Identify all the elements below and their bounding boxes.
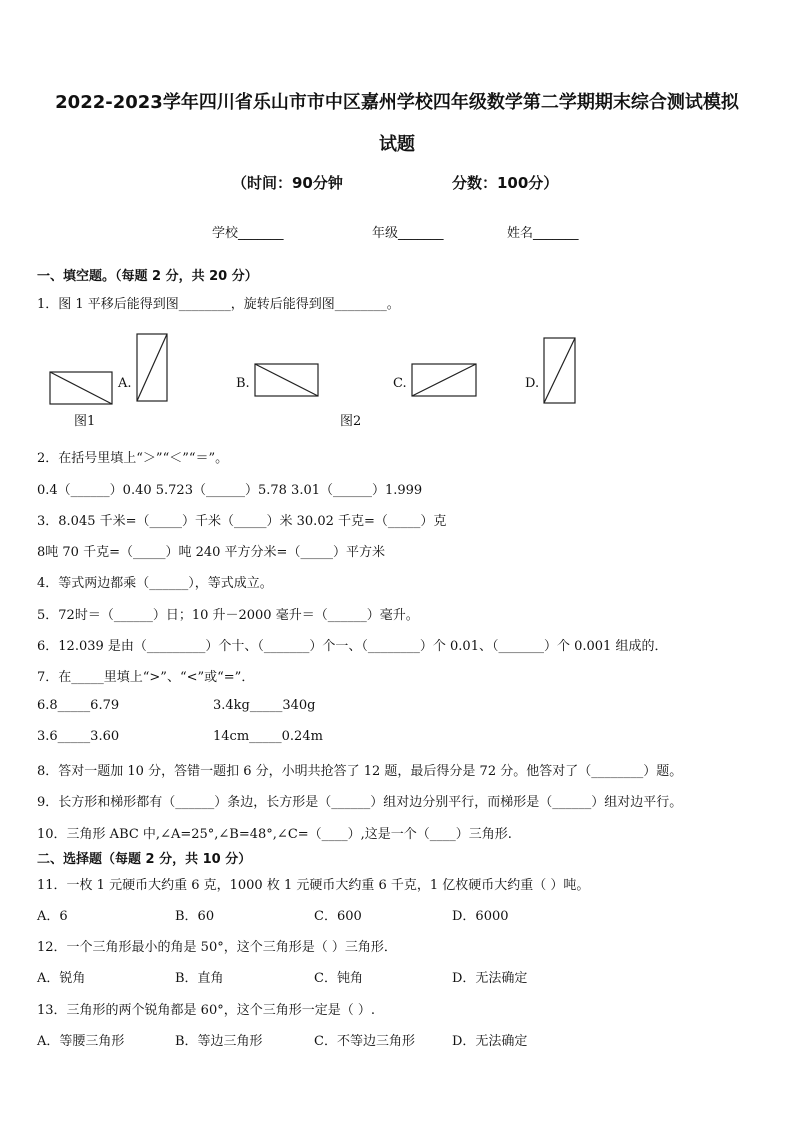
fig-caption-2: 图2 bbox=[340, 414, 362, 429]
question-2-items: 0.4（______）0.40 5.723（______）5.78 3.01（______）1.999 bbox=[37, 483, 423, 498]
exam-title-line2: 试题 bbox=[379, 134, 415, 155]
q11-option-b: B．60 bbox=[175, 909, 215, 924]
grade-field: 年级_______ bbox=[372, 226, 444, 241]
q12-option-c: C．钝角 bbox=[314, 971, 363, 986]
question-7: 7．在_____里填上“>”、“<”或“=”． bbox=[37, 670, 255, 685]
question-12: 12．一个三角形最小的角是 50°，这个三角形是（ ）三角形． bbox=[37, 940, 397, 955]
fig-label-b: B. bbox=[236, 376, 250, 391]
section2-heading: 二、选择题（每题 2 分，共 10 分） bbox=[37, 852, 252, 867]
fig-label-c: C. bbox=[393, 376, 407, 391]
school-field: 学校_______ bbox=[212, 226, 284, 241]
fig-caption-1: 图1 bbox=[74, 414, 96, 429]
q11-option-a: A．6 bbox=[37, 909, 68, 924]
question-13: 13．三角形的两个锐角都是 60°，这个三角形一定是（ ）. bbox=[37, 1003, 375, 1018]
name-field: 姓名_______ bbox=[507, 226, 579, 241]
question-11: 11．一枚 1 元硬币大约重 6 克，1000 枚 1 元硬币大约重 6 千克，1 亿枚硬币大约重（ ）吨。 bbox=[37, 878, 590, 893]
question-7-row1-left: 6.8_____6.79 bbox=[37, 698, 120, 713]
figure1-rectangle bbox=[50, 372, 112, 404]
time-limit: （时间：90分钟 bbox=[232, 174, 343, 192]
q12-option-b: B．直角 bbox=[175, 971, 224, 986]
fig-label-d: D. bbox=[525, 376, 540, 391]
q12-option-a: A．锐角 bbox=[37, 971, 86, 986]
option-a-rectangle bbox=[137, 334, 167, 401]
question-2: 2．在括号里填上“＞”“＜”“＝”。 bbox=[37, 451, 229, 466]
question-8: 8．答对一题加 10 分，答错一题扣 6 分，小明共抢答了 12 题，最后得分是 72 分。他答对了（________）题。 bbox=[37, 764, 683, 779]
q13-option-c: C．不等边三角形 bbox=[314, 1034, 415, 1049]
question-3-line1: 3．8.045 千米=（_____）千米（_____）米 30.02 千克=（_____）克 bbox=[37, 514, 447, 529]
question-10: 10．三角形 ABC 中,∠A=25°,∠B=48°,∠C=（____）,这是一个（____）三角形. bbox=[37, 827, 512, 842]
q13-option-d: D．无法确定 bbox=[452, 1034, 528, 1049]
q13-option-a: A．等腰三角形 bbox=[37, 1034, 125, 1049]
question-1: 1．图 1 平移后能得到图________，旋转后能得到图________。 bbox=[37, 297, 400, 312]
q13-option-b: B．等边三角形 bbox=[175, 1034, 263, 1049]
option-b-rectangle bbox=[255, 364, 318, 396]
question-7-row2-right: 14cm_____0.24m bbox=[213, 729, 323, 744]
total-score: 分数：100分） bbox=[452, 174, 559, 192]
question-7-row2-left: 3.6_____3.60 bbox=[37, 729, 120, 744]
q11-option-c: C．600 bbox=[314, 909, 362, 924]
question-7-row1-right: 3.4kg_____340g bbox=[213, 698, 316, 713]
question-4: 4．等式两边都乘（______），等式成立。 bbox=[37, 576, 273, 591]
q11-option-d: D．6000 bbox=[452, 909, 509, 924]
question-3-line2: 8吨 70 千克=（_____）吨 240 平方分米=（_____）平方米 bbox=[37, 545, 385, 560]
exam-title-line1: 2022-2023学年四川省乐山市市中区嘉州学校四年级数学第二学期期末综合测试模拟 bbox=[55, 92, 739, 113]
section1-heading: 一、填空题。（每题 2 分，共 20 分） bbox=[37, 269, 258, 284]
option-d-rectangle bbox=[544, 338, 575, 403]
question-5: 5．72时＝（______）日；10 升－2000 毫升＝（______）毫升。 bbox=[37, 608, 419, 623]
question-9: 9．长方形和梯形都有（______）条边，长方形是（______）组对边分别平行，而梯形是（______）组对边平行。 bbox=[37, 795, 683, 810]
question-6: 6．12.039 是由（_________）个十、（_______）个一、（________）个 0.01、（_______）个 0.001 组成的． bbox=[37, 639, 668, 654]
fig-label-a: A. bbox=[118, 376, 132, 391]
option-c-rectangle bbox=[412, 364, 476, 396]
q12-option-d: D．无法确定 bbox=[452, 971, 528, 986]
